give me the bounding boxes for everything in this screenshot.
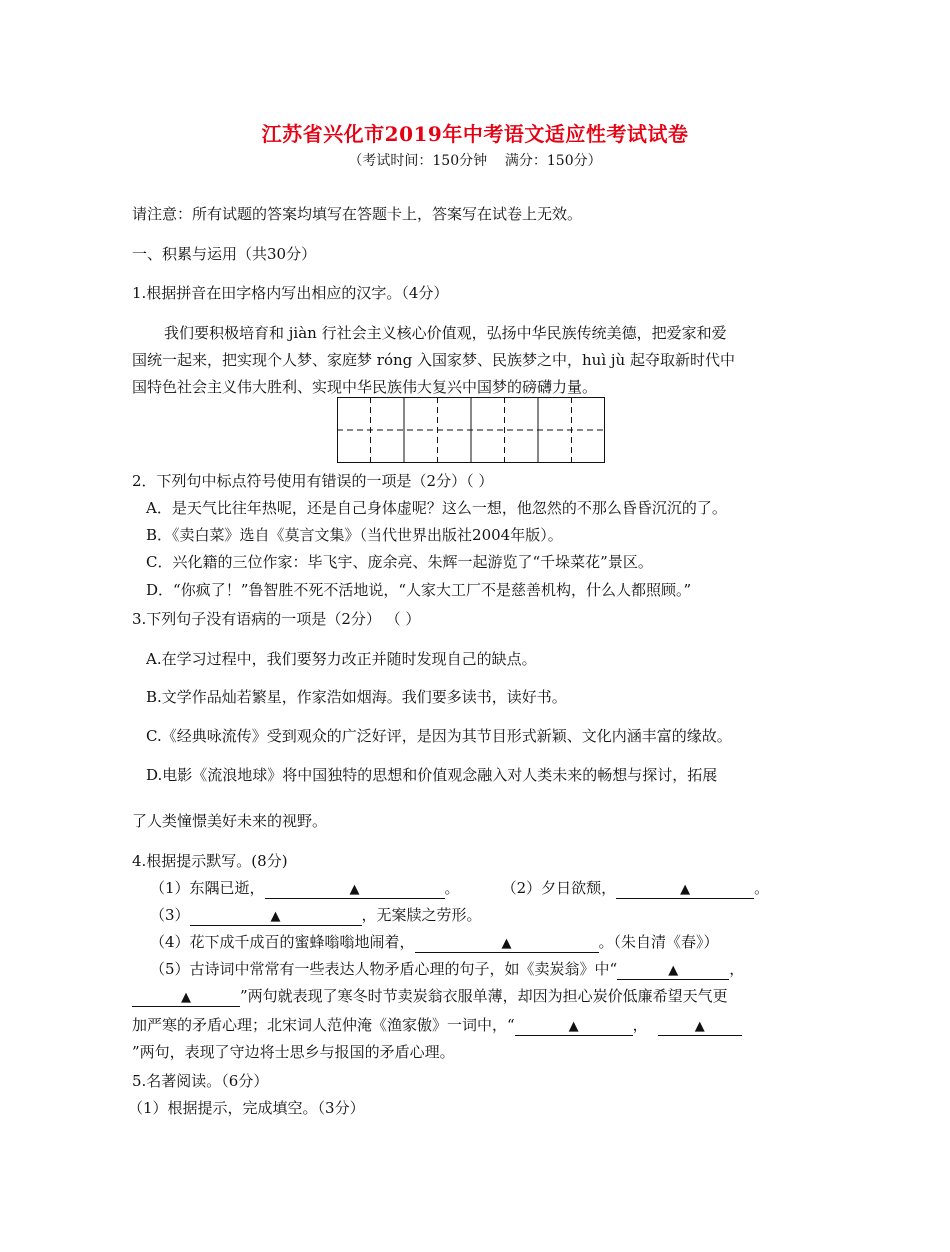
tianzige-grid[interactable] — [337, 397, 605, 463]
question-5-sub-1: （1）根据提示，完成填空。（3分） — [128, 1099, 365, 1117]
question-4-item-text: ”两句就表现了寒冬时节卖炭翁衣服单薄，却因为担心炭价低廉希望天气更 — [240, 987, 728, 1005]
answer-blank[interactable]: ▲ — [415, 935, 599, 953]
section-heading: 一、积累与运用（共30分） — [132, 245, 317, 263]
question-4-item-text: （5）古诗词中常常有一些表达人物矛盾心理的句子，如《卖炭翁》中“ — [150, 960, 618, 978]
answer-blank[interactable]: ▲ — [265, 881, 445, 899]
question-4-item-text: ， — [632, 1016, 648, 1034]
question-4-item-text: （1）东隅已逝， — [150, 879, 265, 897]
question-5-stem: 5.名著阅读。（6分） — [132, 1072, 269, 1090]
answer-blank[interactable]: ▲ — [658, 1018, 742, 1036]
answer-blank[interactable]: ▲ — [515, 1018, 633, 1036]
question-4-item-text: 。（朱自清《春》） — [598, 933, 719, 951]
question-2-option-d: D．“你疯了！”鲁智胜不死不活地说，“人家大工厂不是慈善机构，什么人都照顾。” — [146, 581, 692, 599]
question-3-option-b: B.文学作品灿若繁星，作家浩如烟海。我们要多读书，读好书。 — [146, 688, 567, 706]
question-3-option-c: C.《经典咏流传》受到观众的广泛好评，是因为其节目形式新颖、文化内涵丰富的缘故。 — [146, 727, 732, 745]
question-4-item-text: ，无案牍之劳形。 — [361, 906, 482, 924]
question-3-stem: 3.下列句子没有语病的一项是（2分） （ ） — [132, 610, 421, 628]
question-4-line-2 — [150, 904, 482, 926]
question-4-item-text: 。 — [754, 879, 770, 897]
question-1-passage-line: 国统一起来，把实现个人梦、家庭梦 róng 入国家梦、民族梦之中，huì jù 起夺取新时代中 — [132, 351, 735, 369]
question-4-line-6 — [132, 1014, 742, 1036]
question-2-stem: 2．下列句中标点符号使用有错误的一项是（2分）（ ） — [132, 472, 494, 490]
question-4-line-3 — [150, 931, 719, 953]
answer-blank[interactable]: ▲ — [617, 962, 729, 980]
question-4-item-text: 加严寒的矛盾心理；北宋词人范仲淹《渔家傲》一词中，“ — [132, 1016, 515, 1034]
question-4-line-5 — [132, 985, 728, 1007]
question-4-line-1 — [150, 877, 769, 899]
question-3-option-a: A.在学习过程中，我们要努力改正并随时发现自己的缺点。 — [146, 650, 537, 668]
question-4-stem: 4.根据提示默写。(8分) — [132, 852, 288, 870]
question-3-continuation: 了人类憧憬美好未来的视野。 — [132, 812, 328, 830]
question-4-line-7: ”两句，表现了守边将士思乡与报国的矛盾心理。 — [132, 1043, 455, 1061]
question-4-item-text: （3） — [150, 906, 190, 924]
answer-blank[interactable]: ▲ — [132, 989, 240, 1007]
exam-subtitle: （考试时间：150分钟 满分：150分） — [348, 153, 602, 169]
question-2-option-c: C．兴化籍的三位作家：毕飞宇、庞余亮、朱辉一起游览了“千垛菜花”景区。 — [146, 553, 653, 571]
notice: 请注意：所有试题的答案均填写在答题卡上，答案写在试卷上无效。 — [132, 205, 583, 223]
question-1-passage-line: 我们要积极培育和 jiàn 行社会主义核心价值观，弘扬中华民族传统美德，把爱家和爱 — [164, 324, 727, 342]
question-2-option-b: B．《卖白菜》选自《莫言文集》（当代世界出版社2004年版）。 — [146, 526, 563, 544]
exam-title: 江苏省兴化市2019年中考语文适应性考试试卷 — [261, 122, 689, 146]
question-4-item-text: （4）花下成千成百的蜜蜂嗡嗡地闹着， — [150, 933, 415, 951]
answer-blank[interactable]: ▲ — [190, 908, 362, 926]
question-1-stem: 1.根据拼音在田字格内写出相应的汉字。（4分） — [132, 284, 449, 302]
question-3-option-d: D.电影《流浪地球》将中国独特的思想和价值观念融入对人类未来的畅想与探讨，拓展 — [146, 766, 718, 784]
question-4-line-4 — [150, 958, 744, 980]
question-1-passage-line: 国特色社会主义伟大胜利、实现中华民族伟大复兴中国梦的磅礴力量。 — [132, 378, 598, 396]
question-4-item-text: （2）夕日欲颓， — [501, 879, 617, 897]
question-4-item-text: ， — [729, 960, 745, 978]
question-2-option-a: A．是天气比往年热呢，还是自己身体虚呢？这么一想，他忽然的不那么昏昏沉沉的了。 — [146, 499, 727, 517]
answer-blank[interactable]: ▲ — [616, 881, 754, 899]
question-4-item-text: 。 — [444, 879, 460, 897]
